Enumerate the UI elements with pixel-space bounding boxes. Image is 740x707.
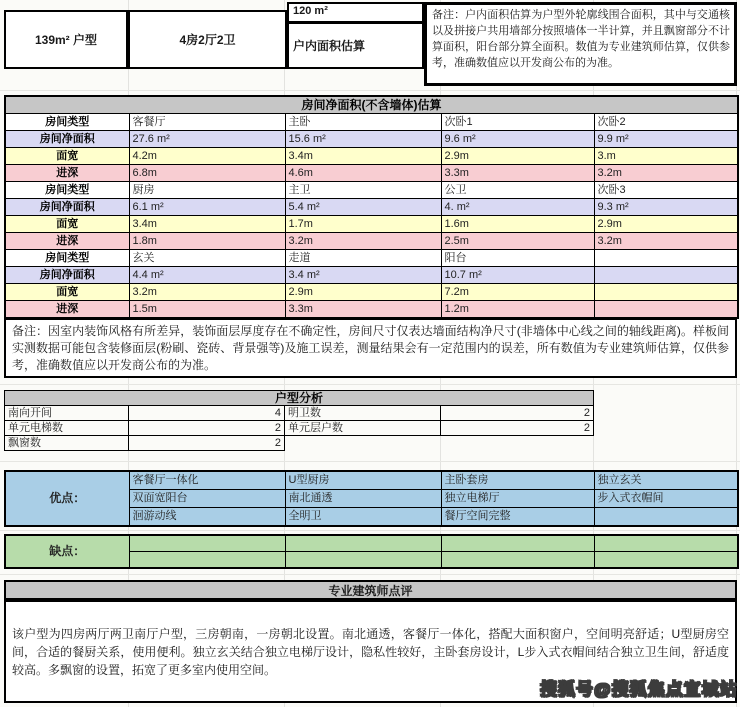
pros-item-cell: 全明卫 <box>285 508 441 527</box>
row-label-cell: 进深 <box>5 165 129 182</box>
room-area-cell: 9.6 m² <box>441 131 594 148</box>
room-depth-cell: 3.2m <box>594 165 738 182</box>
room-depth-cell: 3.3m <box>285 301 441 319</box>
row-label-cell: 房间净面积 <box>5 131 129 148</box>
room-type-cell: 次卧2 <box>594 114 738 131</box>
room-depth-cell: 1.5m <box>129 301 285 319</box>
watermark: 搜狐号@搜狐焦点宣城站 <box>540 680 738 699</box>
cons-item-cell <box>129 535 285 552</box>
room-width-cell: 2.9m <box>285 284 441 301</box>
row-label-cell: 面宽 <box>5 216 129 233</box>
room-width-cell: 2.9m <box>594 216 738 233</box>
analysis-title: 户型分析 <box>5 391 594 406</box>
room-area-cell: 3.4 m² <box>285 267 441 284</box>
cons-item-cell <box>285 535 441 552</box>
room-area-cell: 6.1 m² <box>129 199 285 216</box>
analysis-label-cell: 飘窗数 <box>5 436 129 451</box>
room-depth-cell: 3.2m <box>285 233 441 250</box>
cons-table <box>4 534 739 569</box>
room-depth-cell: 4.6m <box>285 165 441 182</box>
row-label-cell: 面宽 <box>5 284 129 301</box>
row-label-cell: 房间净面积 <box>5 267 129 284</box>
room-depth-cell: 1.8m <box>129 233 285 250</box>
room-area-cell: 27.6 m² <box>129 131 285 148</box>
room-depth-cell: 2.5m <box>441 233 594 250</box>
room-area-cell <box>594 267 738 284</box>
room-width-cell <box>594 284 738 301</box>
pros-label-cell: 优点： <box>5 471 129 526</box>
pros-item-cell: 主卧套房 <box>441 471 594 490</box>
pros-item-cell: 南北通透 <box>285 490 441 508</box>
room-area-cell: 4.4 m² <box>129 267 285 284</box>
cons-item-cell <box>594 535 738 552</box>
indoor-area-value-cell: 120 m² <box>287 2 424 23</box>
row-label-cell: 面宽 <box>5 148 129 165</box>
area-estimation-note: 备注：户内面积估算为户型外轮廓线围合面积，其中与交通核以及拼接户共用墙部分按照墙体一半计算，并且飘窗部分不计算面积，阳台部分算全面积。数值为专业建筑师估算，仅供参考，准确数值应以开发商公布的为准。 <box>424 2 737 86</box>
analysis-label-cell: 明卫数 <box>285 406 441 421</box>
cons-item-cell <box>441 552 594 569</box>
room-width-cell: 3.4m <box>129 216 285 233</box>
analysis-label-cell: 单元层户数 <box>285 421 441 436</box>
indoor-area-title-cell: 户内面积估算 <box>287 22 424 69</box>
review-text: 该户型为四房两厅两卫南厅户型，三房朝南，一房朝北设置。南北通透，客餐厅一体化，搭配大面积窗户，空间明亮舒适；U型厨房空间，合适的餐厨关系，使用便利。独立玄关结合独立电梯厅设计，隐私性较好，主卧套房设计，L步入式衣帽间结合独立卫生间，舒适度较高。多飘窗的设置，拓宽了更多室内使用空间。 <box>12 627 729 677</box>
row-label-cell: 进深 <box>5 301 129 319</box>
row-label-cell: 房间类型 <box>5 250 129 267</box>
row-label-cell: 房间类型 <box>5 182 129 199</box>
room-area-table <box>4 95 739 319</box>
review-title-bar: 专业建筑师点评 <box>4 580 737 600</box>
pros-item-cell: 洄游动线 <box>129 508 285 527</box>
pros-item-cell: U型厨房 <box>285 471 441 490</box>
analysis-value-cell: 2 <box>441 406 594 421</box>
room-table-title: 房间净面积(不含墙体)估算 <box>5 96 738 114</box>
row-label-cell: 进深 <box>5 233 129 250</box>
row-label-cell: 房间净面积 <box>5 199 129 216</box>
layout-analysis-table <box>4 390 594 451</box>
room-layout-cell: 4房2厅2卫 <box>128 10 287 69</box>
pros-item-cell: 独立电梯厅 <box>441 490 594 508</box>
gridline <box>0 461 740 462</box>
gridline <box>0 90 740 91</box>
room-type-cell: 客餐厅 <box>129 114 285 131</box>
measurement-note: 备注：因室内装饰风格有所差异，装饰面层厚度存在不确定性，房间尺寸仅表达墙面结构净尺寸(非墙体中心线之间的轴线距离)。样板间实测数据可能包含装修面层(粉刷、瓷砖、背景强等)及施工误差，测量结果会有一定范围内的误差，所有数值为专业建筑师估算，仅供参考，准确数值应以开发商公布的为准。 <box>4 318 737 378</box>
room-area-cell: 10.7 m² <box>441 267 594 284</box>
room-type-cell: 厨房 <box>129 182 285 199</box>
room-area-cell: 9.9 m² <box>594 131 738 148</box>
room-type-cell: 玄关 <box>129 250 285 267</box>
gridline <box>0 530 740 531</box>
room-type-cell: 次卧1 <box>441 114 594 131</box>
room-depth-cell: 1.2m <box>441 301 594 319</box>
room-type-cell: 主卧 <box>285 114 441 131</box>
room-area-cell: 4. m² <box>441 199 594 216</box>
room-type-cell <box>594 250 738 267</box>
cons-item-cell <box>594 552 738 569</box>
cons-label-cell: 缺点： <box>5 535 129 568</box>
room-depth-cell: 3.2m <box>594 233 738 250</box>
room-width-cell: 3.2m <box>129 284 285 301</box>
cons-item-cell <box>441 535 594 552</box>
room-width-cell: 1.6m <box>441 216 594 233</box>
empty-cell <box>441 436 594 451</box>
pros-item-cell: 双面宽阳台 <box>129 490 285 508</box>
analysis-label-cell: 单元电梯数 <box>5 421 129 436</box>
room-type-cell: 公卫 <box>441 182 594 199</box>
room-type-cell: 阳台 <box>441 250 594 267</box>
room-area-cell: 9.3 m² <box>594 199 738 216</box>
analysis-value-cell: 4 <box>129 406 285 421</box>
pros-table <box>4 470 739 527</box>
row-label-cell: 房间类型 <box>5 114 129 131</box>
analysis-label-cell: 南向开间 <box>5 406 129 421</box>
cons-item-cell <box>285 552 441 569</box>
room-type-cell: 主卫 <box>285 182 441 199</box>
room-width-cell: 4.2m <box>129 148 285 165</box>
gridline <box>0 384 740 385</box>
gridline <box>0 574 740 575</box>
room-depth-cell: 3.3m <box>441 165 594 182</box>
room-width-cell: 3.m <box>594 148 738 165</box>
room-width-cell: 3.4m <box>285 148 441 165</box>
pros-item-cell: 客餐厅一体化 <box>129 471 285 490</box>
room-width-cell: 7.2m <box>441 284 594 301</box>
pros-item-cell: 独立玄关 <box>594 471 738 490</box>
room-width-cell: 2.9m <box>441 148 594 165</box>
room-area-cell: 15.6 m² <box>285 131 441 148</box>
analysis-value-cell: 2 <box>129 436 285 451</box>
room-type-cell: 次卧3 <box>594 182 738 199</box>
room-type-cell: 走道 <box>285 250 441 267</box>
pros-item-cell: 步入式衣帽间 <box>594 490 738 508</box>
room-depth-cell <box>594 301 738 319</box>
unit-size-cell: 139m² 户型 <box>4 10 128 69</box>
room-depth-cell: 6.8m <box>129 165 285 182</box>
room-area-cell: 5.4 m² <box>285 199 441 216</box>
analysis-value-cell: 2 <box>441 421 594 436</box>
empty-cell <box>285 436 441 451</box>
pros-item-cell: 餐厅空间完整 <box>441 508 594 527</box>
cons-item-cell <box>129 552 285 569</box>
analysis-value-cell: 2 <box>129 421 285 436</box>
pros-item-cell <box>594 508 738 527</box>
room-width-cell: 1.7m <box>285 216 441 233</box>
